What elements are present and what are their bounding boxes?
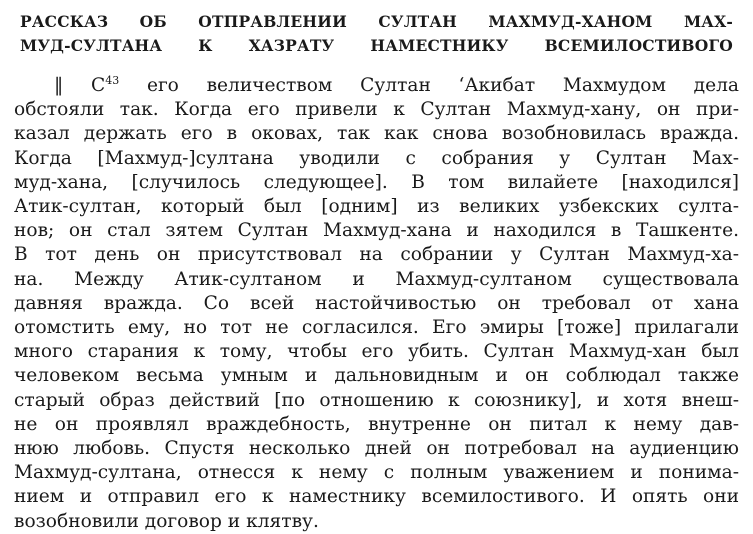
- paragraph-line: Атик-султан, который был [одним] из великих узбекских султа-: [14, 196, 739, 218]
- paragraph-line: нием и отправил его к наместнику всемилостивого. И опять они: [14, 486, 739, 508]
- heading-line: МУД-СУЛТАНА К ХАЗРАТУ НАМЕСТНИКУ ВСЕМИЛОСТИВОГО: [20, 36, 733, 55]
- paragraph-line: Махмуд-султана, отнесся к нему с полным уважением и понима-: [14, 462, 739, 484]
- page-marker: ‖ С: [54, 75, 106, 96]
- chapter-heading: [14, 10, 739, 58]
- paragraph-line: на. Между Атик-султаном и Махмуд-султаном существовала: [14, 268, 739, 290]
- paragraph-line: давняя вражда. Со всей настойчивостью он требовал от хана: [14, 292, 739, 314]
- line-text: его величеством Султан ‘Акибат Махмудом дела: [119, 75, 739, 96]
- paragraph-line: нюю любовь. Спустя несколько дней он потребовал на аудиенцию: [14, 438, 739, 460]
- paragraph-line: не он проявлял враждебность, внутренне он питал к нему дав-: [14, 413, 739, 435]
- heading-line: РАССКАЗ ОБ ОТПРАВЛЕНИИ СУЛТАН МАХМУД-ХАНОМ МАХ-: [20, 12, 733, 31]
- paragraph-line: отомстить ему, но тот не согласился. Его эмиры [тоже] прилагали: [14, 317, 739, 339]
- paragraph-line: В тот день он присутствовал на собрании у Султан Махмуд-ха-: [14, 244, 739, 266]
- paragraph-line: человеком весьма умным и дальновидным и он соблюдал также: [14, 365, 739, 387]
- footnote-number: 43: [105, 74, 120, 87]
- paragraph-line: нов; он стал зятем Султан Махмуд-хана и находился в Ташкенте.: [14, 220, 739, 242]
- paragraph-line: Когда [Махмуд-]султана уводили с собрания у Султан Мах-: [14, 147, 739, 169]
- paragraph-line: много старания к тому, чтобы его убить. Султан Махмуд-хан был: [14, 341, 739, 363]
- paragraph-line: казал держать его в оковах, так как снова возобновилась вражда.: [14, 123, 739, 145]
- paragraph-line: обстояли так. Когда его привели к Султан Махмуд-хану, он при-: [14, 99, 739, 121]
- paragraph-line: [14, 74, 739, 98]
- paragraph-line: старый образ действий [по отношению к союзнику], и хотя внеш-: [14, 389, 739, 411]
- body-paragraph: [14, 74, 739, 534]
- paragraph-line: возобновили договор и клятву.: [14, 510, 319, 532]
- paragraph-line: муд-хана, [случилось следующее]. В том вилайете [находился]: [14, 171, 739, 193]
